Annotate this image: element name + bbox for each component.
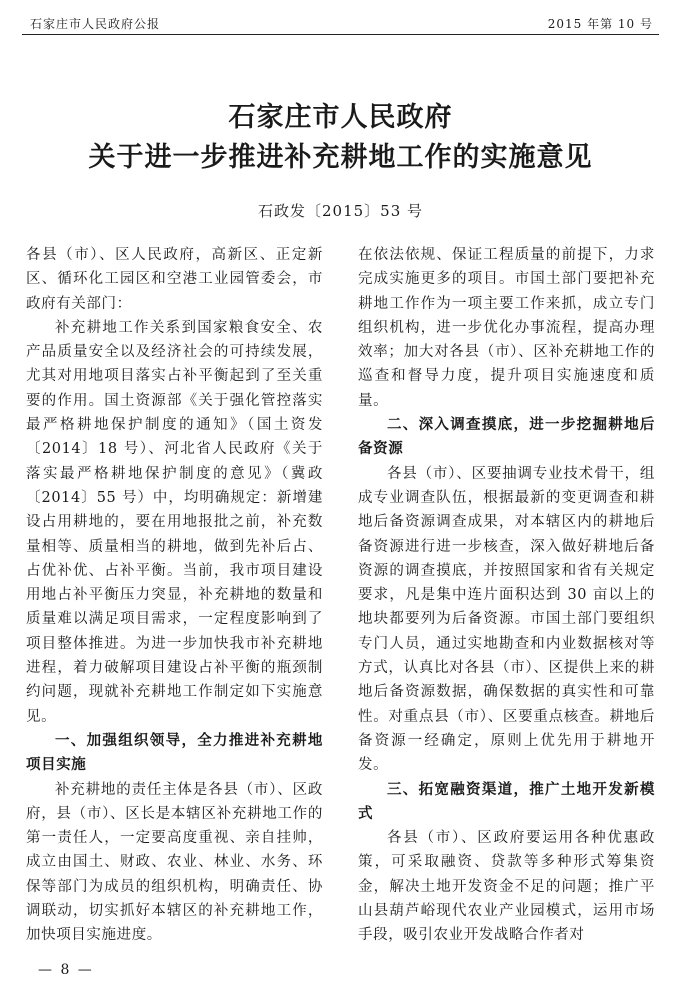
publication-name: 石家庄市人民政府公报 <box>30 17 161 31</box>
paragraph-section-1: 补充耕地的责任主体是各县（市）、区政府，县（市）、区长是本辖区补充耕地工作的第一责任人，一定要高度重视、亲自挂帅，成立由国土、财政、农业、林业、水务、环保等部门为成员的组织机构，明确责任、协调联动，切实抓好本辖区的补充耕地工作，加快项目实施进度。 <box>26 781 323 944</box>
section-heading-3: 三、拓宽融资渠道，推广土地开发新模式 <box>358 781 655 822</box>
right-column <box>358 243 655 948</box>
section-heading-2: 二、深入调查摸底，进一步挖掘耕地后备资源 <box>358 417 655 458</box>
section-heading-1: 一、加强组织领导，全力推进补充耕地项目实施 <box>26 732 323 774</box>
paragraph-section-2: 各县（市）、区要抽调专业技术骨干，组成专业调查队伍，根据最新的变更调查和耕地后备资源调查成果，对本辖区内的耕地后备资源进行进一步核查，深入做好耕地后备资源的调查摸底，并按照国家和省有关规定要求，凡是集中连片面积达到 30 亩以上的地块都要列为后备资源。市国土部门要组织专门人员，通过实地勘查和内业数据核对等方式，认真比对各县（市）、区提供上来的耕地后备资源数据，确保数据的真实性和可靠性。对重点县（市）、区要重点核查。耕地后备资源一经确定，原则上优先用于耕地开发。 <box>358 465 655 774</box>
left-column <box>26 243 323 948</box>
issue-number: 2015 年第 10 号 <box>547 17 653 31</box>
page-number: — 8 — <box>38 962 94 978</box>
document-title-line1: 石家庄市人民政府 <box>228 102 453 133</box>
document-number: 石政发〔2015〕53 号 <box>257 202 424 220</box>
page-header <box>22 10 659 35</box>
paragraph-section-3: 各县（市）、区政府要运用各种优惠政策，可采取融资、贷款等多种形式筹集资金，解决土地开发资金不足的问题；推广平山县葫芦峪现代农业产业园模式，运用市场手段，吸引农业开发战略合作者对 <box>358 830 655 944</box>
paragraph-section-1-continued: 在依法依规、保证工程质量的前提下，力求完成实施更多的项目。市国土部门要把补充耕地工作作为一项主要工作来抓，成立专门组织机构，进一步优化办事流程，提高办理效率；加大对各县（市）、区补充耕地工作的巡查和督导力度，提升项目实施速度和质量。 <box>358 247 655 409</box>
document-title-line2: 关于进一步推进补充耕地工作的实施意见 <box>88 142 593 173</box>
addressee: 各县（市）、区人民政府，高新区、正定新区、循环化工园区和空港工业园管委会，市政府有关部门： <box>26 247 323 312</box>
paragraph-intro: 补充耕地工作关系到国家粮食安全、农产品质量安全以及经济社会的可持续发展，尤其对用地项目落实占补平衡起到了至关重要的作用。国土资源部《关于强化管控落实最严格耕地保护制度的通知》（国土资发〔2014〕18 号）、河北省人民政府《关于落实最严格耕地保护制度的意见》（冀政〔2014〕55 号）中，均明确规定：新增建设占用耕地的，要在用地报批之前，补充数量相等、质量相当的耕地，做到先补后占、占优补优、占补平衡。当前，我市项目建设用地占补平衡压力突显，补充耕地的数量和质量难以满足项目需求，一定程度影响到了项目整体推进。为进一步加快我市补充耕地进程，着力破解项目建设占补平衡的瓶颈制约问题，现就补充耕地工作制定如下实施意见。 <box>26 319 323 725</box>
